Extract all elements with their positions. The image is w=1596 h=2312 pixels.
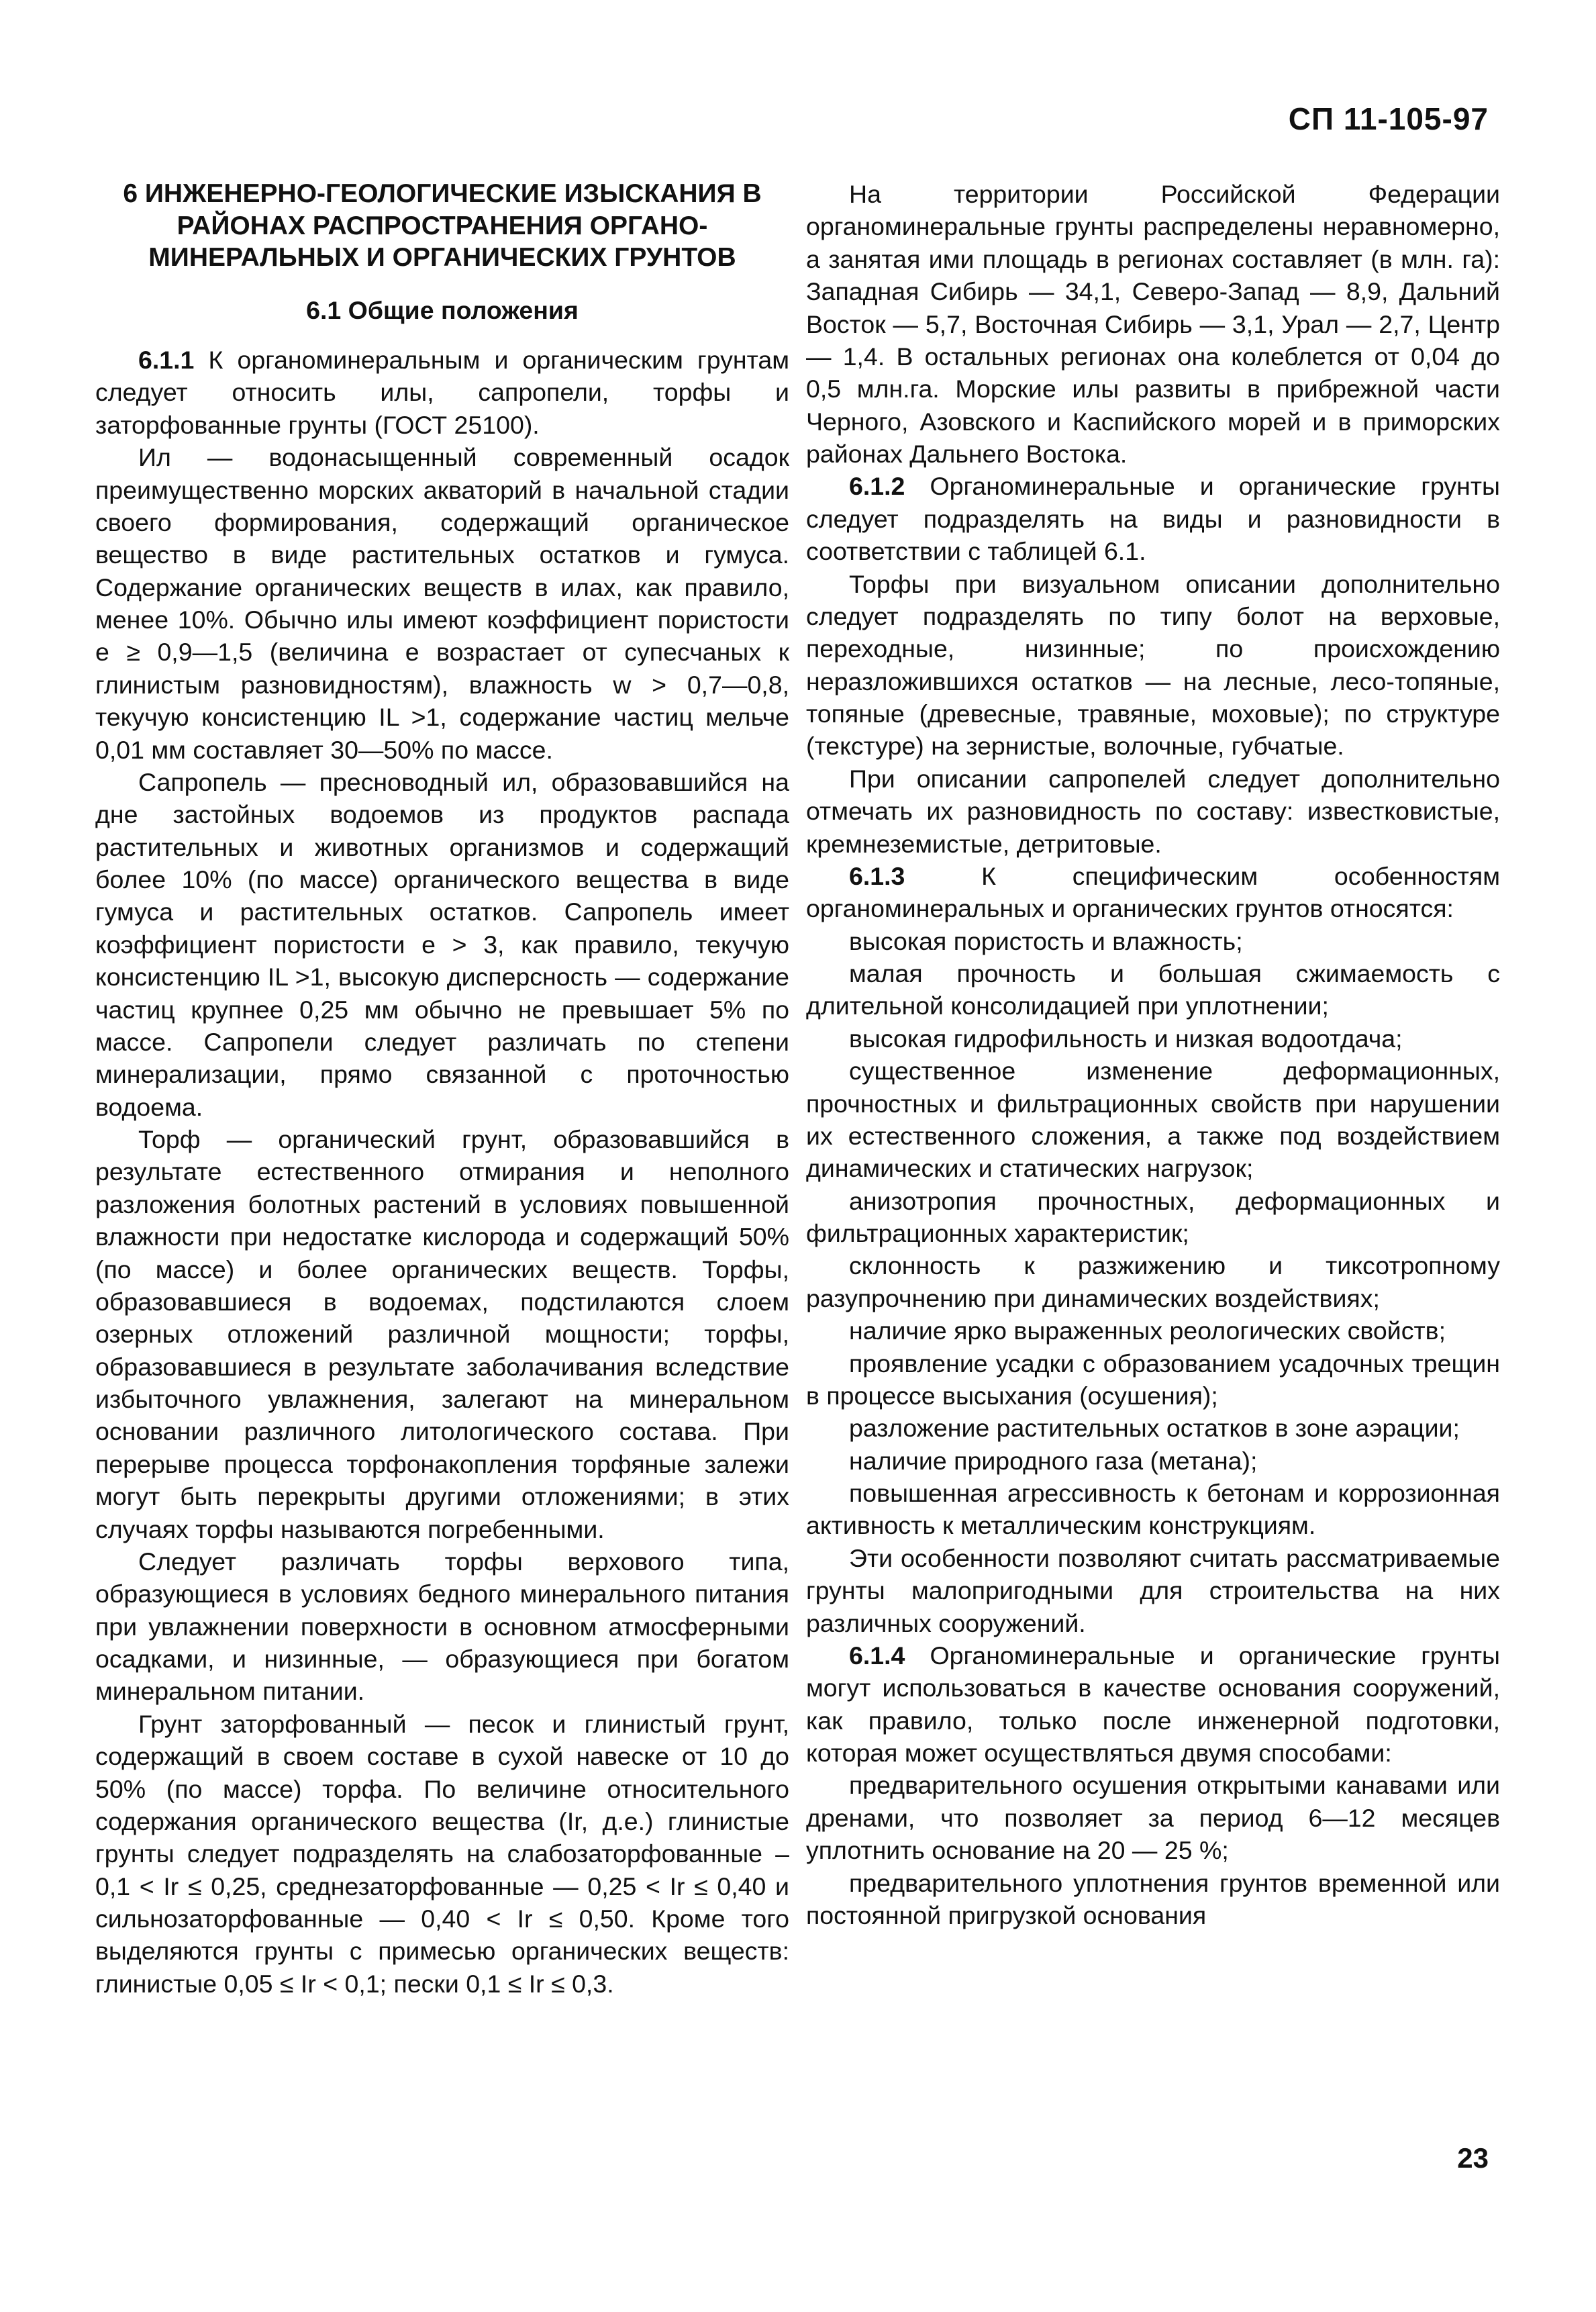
- paragraph-conclusion: Эти особенности позволяют считать рассматриваемые грунты малопригодными для строительства на них различных сооружений.: [806, 1543, 1500, 1637]
- document-code: СП 11-105-97: [1288, 101, 1489, 136]
- subsection-title: 6.1 Общие положения: [306, 295, 579, 324]
- paragraph-zatorfovanny: Грунт заторфованный — песок и глинистый грунт, содержащий в своем составе в сухой навеске от 10 до 50% (по массе) торфа. По величине относительного содержания органического вещества (Ir, д.е.) глинистые грунты следует подразделять на слабозаторфованные – 0,1 < Ir ≤ 0,25, среднезаторфованные — 0,25 < Ir ≤ 0,40 и сильнозаторфованные — 0,40 < Ir ≤ 0,50. Кроме того выделяются грунты с примесью органических веществ: глинистые 0,05 ≤ Ir < 0,1; пески 0,1 ≤ Ir ≤ 0,3.: [95, 1709, 789, 1998]
- right-column: [806, 178, 1500, 1931]
- clause-number: 6.1.3: [849, 861, 905, 890]
- page-number: 23: [1457, 2142, 1489, 2174]
- paragraph-6-1-4: [806, 1639, 1500, 1770]
- list-item: разложение растительных остатков в зоне аэрации;: [849, 1414, 1460, 1443]
- list-item: анизотропия прочностных, деформационных и фильтрационных характеристик;: [806, 1186, 1500, 1247]
- list-item: высокая пористость и влажность;: [849, 926, 1243, 955]
- paragraph-6-1-1: [95, 344, 789, 441]
- section-title: 6 ИНЖЕНЕРНО-ГЕОЛОГИЧЕСКИЕ ИЗЫСКАНИЯ В РАЙОНАХ РАСПРОСТРАНЕНИЯ ОРГАНО-МИНЕРАЛЬНЫХ И ОРГАНИЧЕСКИХ ГРУНТОВ: [123, 179, 762, 273]
- paragraph-drainage: предварительного осушения открытыми канавами или дренами, что позволяет за период 6—12 месяцев уплотнить основание на 20 — 25 %;: [806, 1771, 1500, 1865]
- list-item: малая прочность и большая сжимаемость с длительной консолидацией при уплотнении;: [806, 959, 1500, 1020]
- paragraph-il: Ил — водонасыщенный современный осадок преимущественно морских акваторий в начальной стадии своего формирования, содержащий органическое вещество в виде растительных остатков и гумуса. Содержание органических веществ в илах, как правило, менее 10%. Обычно илы имеют коэффициент пористости e ≥ 0,9—1,5 (величина e возрастает от супесчаных к глинистым разновидностям), влажность w > 0,7—0,8, текучую консистенцию IL >1, содержание частиц мельче 0,01 мм составляет 30—50% по массе.: [95, 443, 789, 764]
- paragraph-torf: Торф — органический грунт, образовавшийся в результате естественного отмирания и неполного разложения болотных растений в условиях повышенной влажности при недостатке кислорода и содержащий 50% (по массе) и более органических веществ. Торфы, образовавшиеся в водоемах, подстилаются слоем озерных отложений различной мощности; торфы, образовавшиеся в результате заболачивания вследствие избыточного увлажнения, залегают на минеральном основании различного литологического состава. При перерыве процесса торфонакопления торфяные залежи могут быть перекрыты другими отложениями; в этих случаях торфы называются погребенными.: [95, 1125, 789, 1543]
- clause-text: К органоминеральным и органическим грунтам следует относить илы, сапропели, торфы и заторфованные грунты (ГОСТ 25100).: [95, 346, 789, 439]
- clause-text: К специфическим особенностям органоминеральных и органических грунтов относятся:: [806, 861, 1500, 923]
- paragraph-distribution: На территории Российской Федерации органоминеральные грунты распределены неравномерно, а занятая ими площадь в регионах составляет (в млн. га): Западная Сибирь — 34,1, Северо-Запад — 8,9, Дальний Восток — 5,7, Восточная Сибирь — 3,1, Урал — 2,7, Центр — 1,4. В остальных регионах она колеблется от 0,04 до 0,5 млн.га. Морские илы развиты в прибрежной части Черного, Азовского и Каспийского морей и в приморских районах Дальнего Востока.: [806, 180, 1500, 468]
- paragraph-preloading: предварительного уплотнения грунтов временной или постоянной пригрузкой основания: [806, 1868, 1500, 1929]
- paragraph-6-1-3: [806, 860, 1500, 925]
- paragraph-6-1-2: [806, 470, 1500, 567]
- list-item: наличие природного газа (метана);: [849, 1446, 1258, 1475]
- clause-number: 6.1.1: [138, 346, 195, 375]
- left-column: [95, 178, 789, 2000]
- clause-text: Органоминеральные и органические грунты могут использоваться в качестве основания сооружений, как правило, только после инженерной подготовки, которая может осуществляться двумя способами:: [806, 1641, 1500, 1767]
- list-item: высокая гидрофильность и низкая водоотдача;: [849, 1024, 1403, 1053]
- paragraph-sapropel-description: При описании сапропелей следует дополнительно отмечать их разновидность по составу: известковистые, кремнеземистые, детритовые.: [806, 764, 1500, 858]
- list-item: существенное изменение деформационных, прочностных и фильтрационных свойств при нарушении их естественного сложения, а также под воздействием динамических и статических нагрузок;: [806, 1057, 1500, 1183]
- clause-number: 6.1.2: [849, 472, 905, 501]
- paragraph-sapropel: Сапропель — пресноводный ил, образовавшийся на дне застойных водоемов из продуктов распада растительных и животных организмов и содержащий более 10% (по массе) органического вещества в виде гумуса и растительных остатков. Сапропель имеет коэффициент пористости e > 3, как правило, текучую консистенцию IL >1, высокую дисперсность — содержание частиц крупнее 0,25 мм обычно не превышает 5% по массе. Сапропели следует различать по степени минерализации, прямо связанной с проточностью водоема.: [95, 767, 789, 1121]
- list-item: наличие ярко выраженных реологических свойств;: [849, 1316, 1446, 1345]
- list-item: повышенная агрессивность к бетонам и коррозионная активность к металлическим конструкциям.: [806, 1479, 1500, 1540]
- list-item: проявление усадки с образованием усадочных трещин в процессе высыхания (осушения);: [806, 1349, 1500, 1410]
- clause-text: Органоминеральные и органические грунты следует подразделять на виды и разновидности в соответствии с таблицей 6.1.: [806, 472, 1500, 566]
- paragraph-torf-types: Следует различать торфы верхового типа, образующиеся в условиях бедного минерального питания при увлажнении поверхности в основном атмосферными осадками, и низинные, — образующиеся при богатом минеральном питании.: [95, 1547, 789, 1706]
- paragraph-torf-description: Торфы при визуальном описании дополнительно следует подразделять по типу болот на верховые, переходные, низинные; по происхождению неразложившихся остатков — на лесные, лесо-топяные, топяные (древесные, травяные, моховые); по структуре (текстуре) на зернистые, волочные, губчатые.: [806, 569, 1500, 761]
- clause-number: 6.1.4: [849, 1641, 905, 1670]
- list-item: склонность к разжижению и тиксотропному разупрочнению при динамических воздействиях;: [806, 1251, 1500, 1312]
